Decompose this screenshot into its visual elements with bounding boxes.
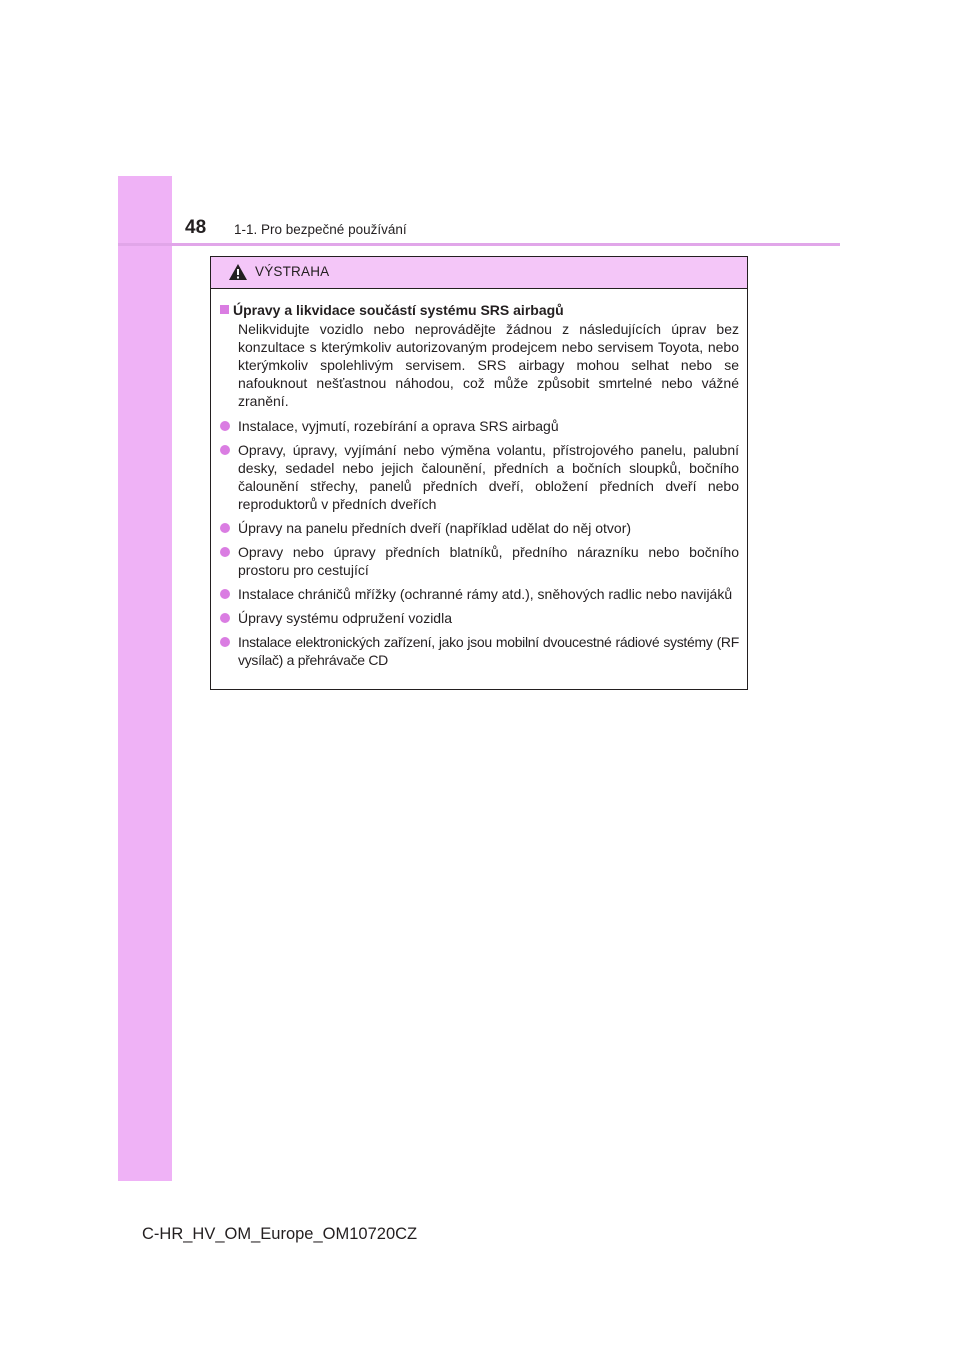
warning-bullet-list — [220, 417, 739, 669]
list-item — [220, 519, 739, 537]
warning-title: VÝSTRAHA — [255, 264, 330, 279]
list-item-text: Úpravy na panelu předních dveří (například udělat do něj otvor) — [238, 520, 632, 536]
warning-box — [210, 256, 748, 690]
list-item-text: Opravy nebo úpravy předních blatníků, předního nárazníku nebo bočního prostoru pro cestující — [238, 544, 739, 578]
round-bullet-icon — [220, 589, 230, 599]
section-title: 1-1. Pro bezpečné používání — [234, 222, 407, 237]
warning-header — [211, 257, 747, 289]
list-item — [220, 609, 739, 627]
round-bullet-icon — [220, 523, 230, 533]
list-item — [220, 585, 739, 603]
warning-body — [211, 289, 747, 669]
list-item-text: Opravy, úpravy, vyjímání nebo výměna volantu, přístrojového panelu, palubní desky, sedadel nebo jejich čalounění, předních a bočních sloupků, bočního čalounění střechy, panelů předních dveří, obložení předních dveří nebo reproduktorů v předních dveřích — [238, 442, 739, 512]
list-item-text: Instalace, vyjmutí, rozebírání a oprava SRS airbagů — [238, 418, 559, 434]
round-bullet-icon — [220, 613, 230, 623]
chapter-side-band — [118, 176, 172, 1181]
header-divider — [118, 243, 840, 246]
page-number: 48 — [185, 217, 207, 238]
round-bullet-icon — [220, 547, 230, 557]
list-item-text: Úpravy systému odpružení vozidla — [238, 610, 452, 626]
warning-subheading — [220, 301, 739, 319]
round-bullet-icon — [220, 421, 230, 431]
list-item-text: Instalace elektronických zařízení, jako jsou mobilní dvoucestné rádiové systémy (RF vysílač) a přehrávače CD — [238, 634, 739, 668]
list-item — [220, 543, 739, 579]
warning-triangle-icon — [228, 263, 248, 281]
square-bullet-icon — [220, 305, 229, 314]
round-bullet-icon — [220, 445, 230, 455]
warning-intro-paragraph: Nelikvidujte vozidlo nebo neprovádějte žádnou z následujících úprav bez konzultace s kterýmkoliv autorizovaným prodejcem nebo servisem Toyota, nebo kterýmkoliv spolehlivým servisem. SRS airbagy mohou selhat nebo se nafouknout nešťastnou náhodou, což může způsobit smrtelné nebo vážné zranění. — [238, 321, 739, 409]
round-bullet-icon — [220, 637, 230, 647]
list-item-text: Instalace chráničů mřížky (ochranné rámy atd.), sněhových radlic nebo navijáků — [238, 586, 733, 602]
list-item — [220, 441, 739, 513]
document-code: C-HR_HV_OM_Europe_OM10720CZ — [142, 1225, 418, 1243]
list-item — [220, 417, 739, 435]
warning-subheading-text: Úpravy a likvidace součástí systému SRS airbagů — [233, 302, 564, 318]
list-item — [220, 633, 739, 669]
